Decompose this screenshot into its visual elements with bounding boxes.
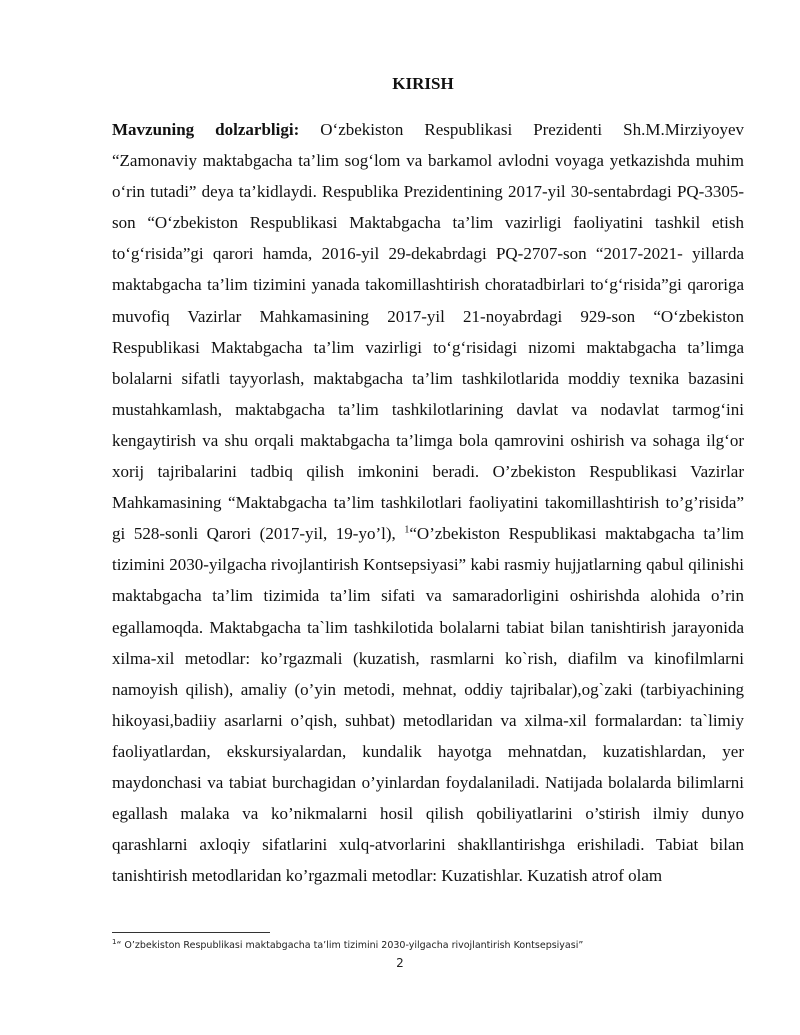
paragraph-text-part-1: O‘zbekiston Respublikasi Prezidenti Sh.M.Mirziyoyev “Zamonaviy maktabgacha ta’lim sog‘lom va barkamol avlodni voyaga yetkazishda muhim o‘rin tutadi” deya ta’kidlaydi. Respublika Prezidentining 2017-yil 30-sentabrdagi PQ-3305-son “O‘zbekiston Respublikasi Maktabgacha ta’lim vazirligi faoliyatini tashkil etish to‘g‘risida”gi qarori hamda, 2016-yil 29-dekabrdagi PQ-2707-son “2017-2021- yillarda maktabgacha ta’lim tizimini yanada takomillashtirish choratadbirlari to‘g‘risida”gi qaroriga muvofiq Vazirlar Mahkamasining 2017-yil 21-noyabrdagi 929-son “O‘zbekiston Respublikasi Maktabgacha ta’lim vazirligi to‘g‘risidagi nizomi maktabgacha ta’limga bolalarni sifatli tayyorlash, maktabgacha ta’lim tashkilotlarida moddiy texnika bazasini mustahkamlash, maktabgacha ta’lim tashkilotlarining davlat va nodavlat tarmog‘ini kengaytirish va shu orqali maktabgacha ta’limga bola qamrovini oshirish va sohaga ilg‘or xorij tajribalarini tadbiq qilish imkonini beradi. O’zbekiston Respublikasi Vazirlar Mahkamasining “Maktabgacha ta’lim tashkilotlari faoliyatini takomillashtirish to’g’risida” gi 528-sonli Qarori (2017-yil, 19-yo’l), xyxy=(112,120,745,544)
paragraph-text-part-2: “O’zbekiston Respublikasi maktabgacha ta’lim tizimini 2030-yilgacha rivojlantirish Kontsepsiyasi” kabi rasmiy hujjatlarning qabul qilinishi maktabgacha ta’lim tizimida ta’lim sifati va samaradorligini oshirishda alohida o’rin egallamoqda. Maktabgacha ta`lim tashkilotida bolalarni tabiat bilan tanishtirish jarayonida xilma-xil metodlar: ko’rgazmali (kuzatish, rasmlarni ko`rish, diafilm va kinofilmlarni namoyish qilish), amaliy (o’yin metodi, mehnat, oddiy tajribalar),og`zaki (tarbiyachining hikoyasi,badiiy asarlarni o’qish, suhbat) metodlaridan va xilma-xil formalardan: ta`limiy faoliyatlardan, ekskursiyalardan, kundalik hayotga mehnatdan, kuzatishlardan, yer maydonchasi va tabiat burchagidan o’yinlardan foydalaniladi. Natijada bolalarda bilimlarni egallash malaka va ko’nikmalarni hosil qilish qobiliyatlarini o’stirish ilmiy dunyo qarashlarni axloqiy sifatlarini xulq-atvorlarini shakllantirishga erishiladi. Tabiat bilan tanishtirish metodlaridan ko’rgazmali metodlar: Kuzatishlar. Kuzatish atrof olam xyxy=(112,524,744,886)
body-paragraph xyxy=(112,114,744,891)
footnote-reference[interactable]: 1 xyxy=(404,524,410,536)
page-number: 2 xyxy=(396,956,404,970)
footnote-separator xyxy=(112,932,270,933)
footnote-marker: 1 xyxy=(112,938,117,946)
footnote xyxy=(112,938,752,951)
footnote-text: “ O’zbekiston Respublikasi maktabgacha ta’lim tizimini 2030-yilgacha rivojlantirish Kontsepsiyasi” xyxy=(116,940,584,952)
section-title: KIRISH xyxy=(392,74,454,93)
lead-heading: Mavzuning dolzarbligi: xyxy=(112,120,300,139)
